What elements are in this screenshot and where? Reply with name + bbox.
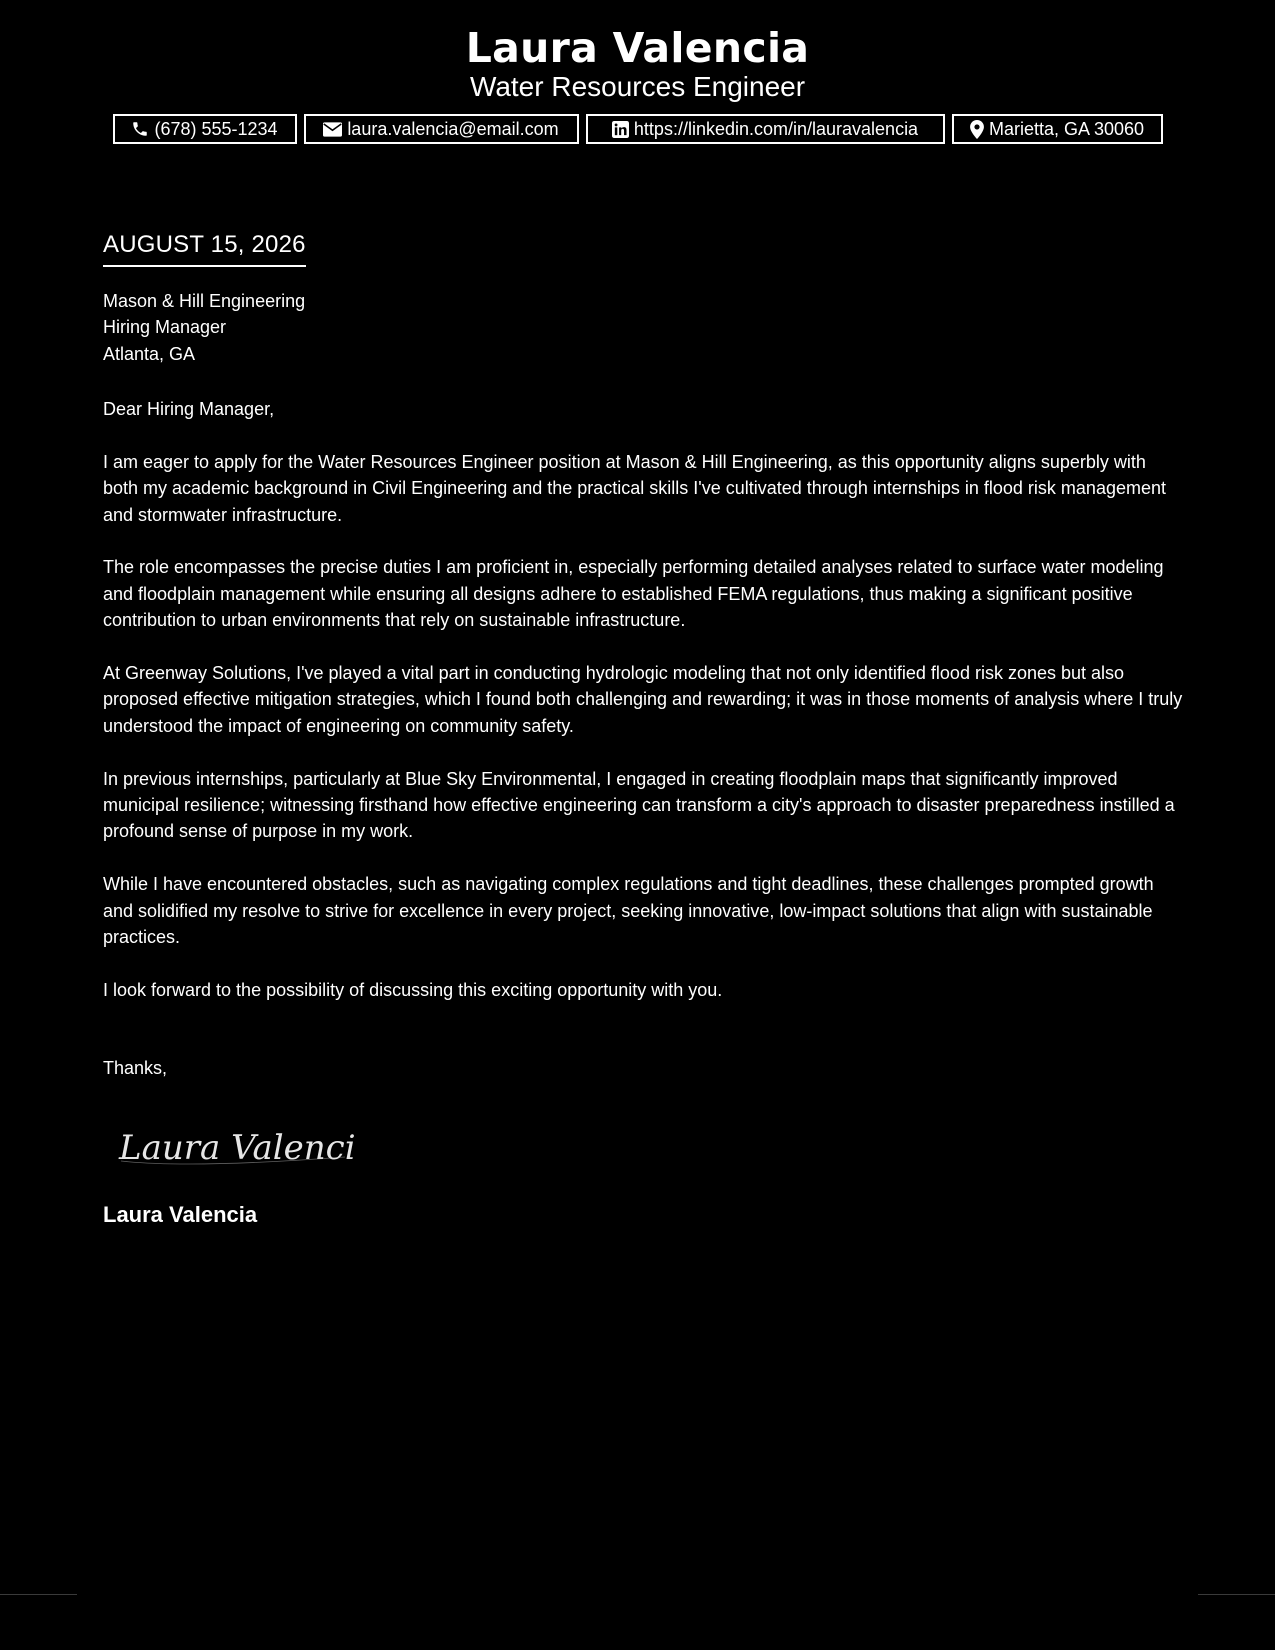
signature-text: Laura Valencia: [119, 1128, 355, 1168]
letter-header: [0, 22, 1275, 104]
contact-location[interactable]: [952, 114, 1163, 144]
signer-name: Laura Valencia: [103, 1202, 258, 1227]
applicant-name: Laura Valencia: [465, 24, 810, 72]
contact-phone[interactable]: [113, 114, 297, 144]
envelope-icon: [323, 122, 342, 137]
applicant-title: Water Resources Engineer: [469, 71, 806, 102]
body-paragraph: I am eager to apply for the Water Resources Engineer position at Mason & Hill Engineering, as this opportunity aligns superbly with both my academic background in Civil Engineering and the practical skills I've cultivated through internships in flood risk management and stormwater infrastructure.: [103, 451, 1166, 525]
footer-divider-left: [0, 1594, 77, 1595]
closing: Thanks,: [103, 1058, 168, 1078]
phone-icon: [131, 120, 149, 138]
body-paragraph: In previous internships, particularly at Blue Sky Environmental, I engaged in creating floodplain maps that significantly improved municipal resilience; witnessing firsthand how effective engineering can transform a city's approach to disaster preparedness instilled a profound sense of purpose in my work.: [103, 768, 1175, 842]
recipient-location: Atlanta, GA: [103, 343, 196, 364]
contact-email[interactable]: [304, 114, 579, 144]
contact-location-text: Marietta, GA 30060: [988, 118, 1145, 139]
recipient-role: Hiring Manager: [103, 317, 227, 338]
map-marker-icon: [970, 120, 984, 139]
recipient-block: [103, 288, 305, 367]
contact-bar: [0, 114, 1275, 144]
footer-divider-right: [1198, 1594, 1275, 1595]
linkedin-icon: [612, 121, 629, 138]
body-paragraph: The role encompasses the precise duties I am proficient in, especially performing detailed analyses related to surface water modeling and floodplain management while ensuring all designs adhere to established FEMA regulations, thus making a significant positive contribution to urban environments that rely on sustainable infrastructure.: [103, 557, 1164, 631]
contact-phone-text: (678) 555-1234: [154, 118, 278, 139]
body-paragraph: At Greenway Solutions, I've played a vital part in conducting hydrologic modeling that not only identified flood risk zones but also proposed effective mitigation strategies, which I found both challenging and rewarding; it was in those moments of analysis where I truly understood the impact of engineering on community safety.: [103, 663, 1183, 736]
contact-linkedin-text: https://linkedin.com/in/lauravalencia: [633, 118, 919, 139]
recipient-company: Mason & Hill Engineering: [103, 291, 306, 311]
letter-date: AUGUST 15, 2026: [103, 228, 306, 267]
body-paragraph: I look forward to the possibility of discussing this exciting opportunity with you.: [103, 979, 723, 1000]
contact-linkedin[interactable]: [586, 114, 945, 144]
contact-email-text: laura.valencia@email.com: [347, 118, 559, 139]
letter-body: [103, 396, 1183, 1030]
greeting: Dear Hiring Manager,: [103, 399, 275, 419]
body-paragraph: While I have encountered obstacles, such as navigating complex regulations and tight deadlines, these challenges prompted growth and solidified my resolve to strive for excellence in every project, seeking innovative, low-impact solutions that align with sustainable practices.: [103, 874, 1154, 948]
handwritten-signature: [115, 1117, 355, 1182]
